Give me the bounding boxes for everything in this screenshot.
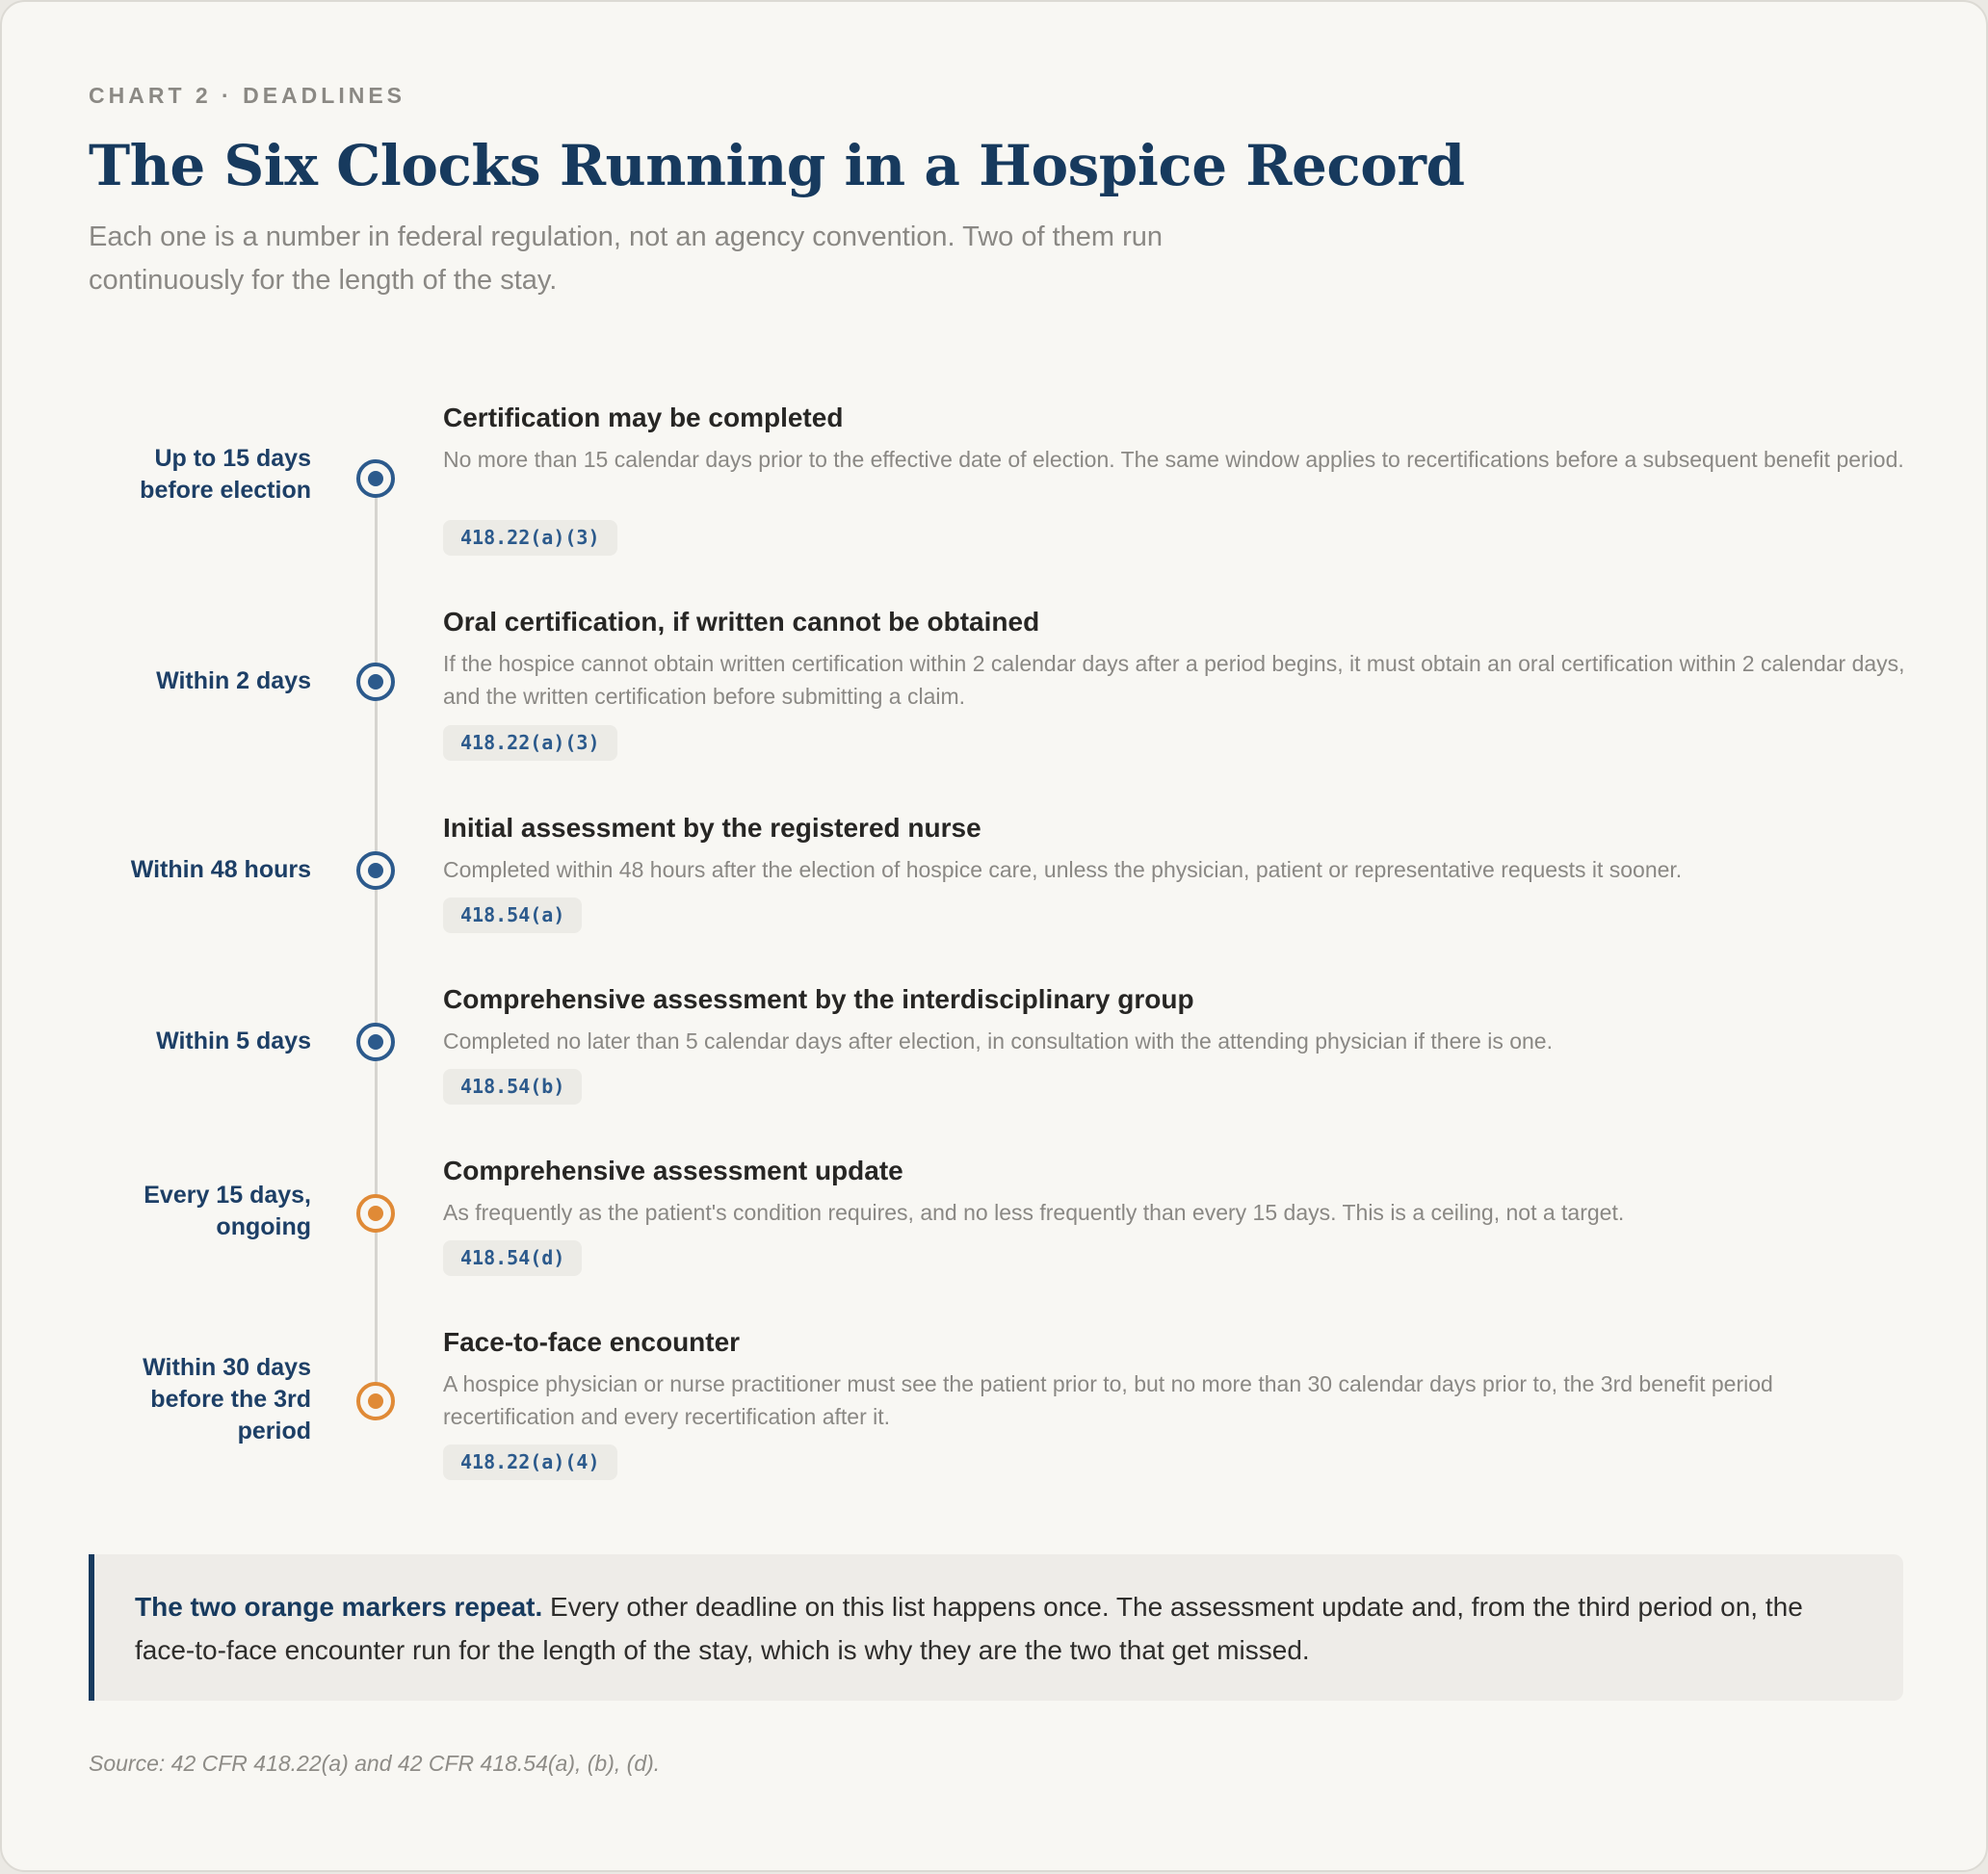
timeline-rail bbox=[375, 479, 378, 1401]
deadline-title: Certification may be completed bbox=[443, 403, 844, 432]
deadline-title: Initial assessment by the registered nurse bbox=[443, 813, 981, 843]
regulation-citation-badge: 418.54(b) bbox=[443, 1069, 582, 1105]
once-marker-icon bbox=[356, 1023, 395, 1061]
once-marker-icon bbox=[356, 851, 395, 890]
repeat-marker-icon bbox=[356, 1194, 395, 1233]
deadline-title: Face-to-face encounter bbox=[443, 1327, 741, 1357]
chart-title: The Six Clocks Running in a Hospice Record bbox=[89, 133, 1465, 198]
regulation-citation-badge: 418.54(a) bbox=[443, 898, 582, 933]
repeat-callout bbox=[89, 1554, 1903, 1701]
deadline-title: Comprehensive assessment update bbox=[443, 1156, 903, 1185]
deadline-description: No more than 15 calendar days prior to the effective date of election. The same window applies to recertifications before a subsequent benefit period. bbox=[443, 447, 1904, 472]
deadline-when: Within 48 hours bbox=[130, 856, 311, 883]
deadline-description: As frequently as the patient's condition requires, and no less frequently than every 15 days. This is a ceiling, not a target. bbox=[443, 1200, 1625, 1225]
deadline-description: If the hospice cannot obtain written certification within 2 calendar days after a period begins, it must obtain an oral certification within 2 calendar days, and the written certification before submitting a claim. bbox=[443, 651, 1905, 709]
regulation-citation-badge: 418.22(a)(3) bbox=[443, 520, 617, 556]
deadline-when: Every 15 days, ongoing bbox=[144, 1182, 311, 1240]
deadline-title: Comprehensive assessment by the interdisciplinary group bbox=[443, 984, 1194, 1014]
regulation-citation-badge: 418.54(d) bbox=[443, 1240, 582, 1276]
deadline-when: Within 30 days before the 3rd period bbox=[143, 1354, 311, 1445]
deadline-title: Oral certification, if written cannot be obtained bbox=[443, 607, 1040, 637]
deadline-description: Completed no later than 5 calendar days after election, in consultation with the attending physician if there is one. bbox=[443, 1028, 1553, 1054]
deadline-when: Within 2 days bbox=[156, 667, 311, 694]
regulation-citation-badge: 418.22(a)(3) bbox=[443, 725, 617, 761]
chart-subtitle: Each one is a number in federal regulation, not an agency convention. Two of them run continuously for the length of the stay. bbox=[89, 221, 1164, 296]
callout-lead: The two orange markers repeat. bbox=[135, 1592, 543, 1622]
chart-eyebrow: CHART 2 · DEADLINES bbox=[89, 83, 406, 108]
deadline-description: Completed within 48 hours after the election of hospice care, unless the physician, patient or representative requests it sooner. bbox=[443, 857, 1683, 882]
once-marker-icon bbox=[356, 459, 395, 498]
regulation-citation-badge: 418.22(a)(4) bbox=[443, 1445, 617, 1480]
deadline-when: Within 5 days bbox=[156, 1028, 311, 1054]
once-marker-icon bbox=[356, 663, 395, 701]
repeat-marker-icon bbox=[356, 1382, 395, 1420]
callout-body: Every other deadline on this list happens once. The assessment update and, from the third period on, the face-to-face encounter run for the length of the stay, which is why they are the two that get missed. bbox=[135, 1592, 1803, 1665]
source-note: Source: 42 CFR 418.22(a) and 42 CFR 418.54(a), (b), (d). bbox=[89, 1751, 661, 1776]
deadline-when: Up to 15 days before election bbox=[140, 445, 311, 504]
deadline-description: A hospice physician or nurse practitioner must see the patient prior to, but no more than 30 calendar days prior to, the 3rd benefit period recertification and every recertification after it. bbox=[443, 1371, 1773, 1429]
